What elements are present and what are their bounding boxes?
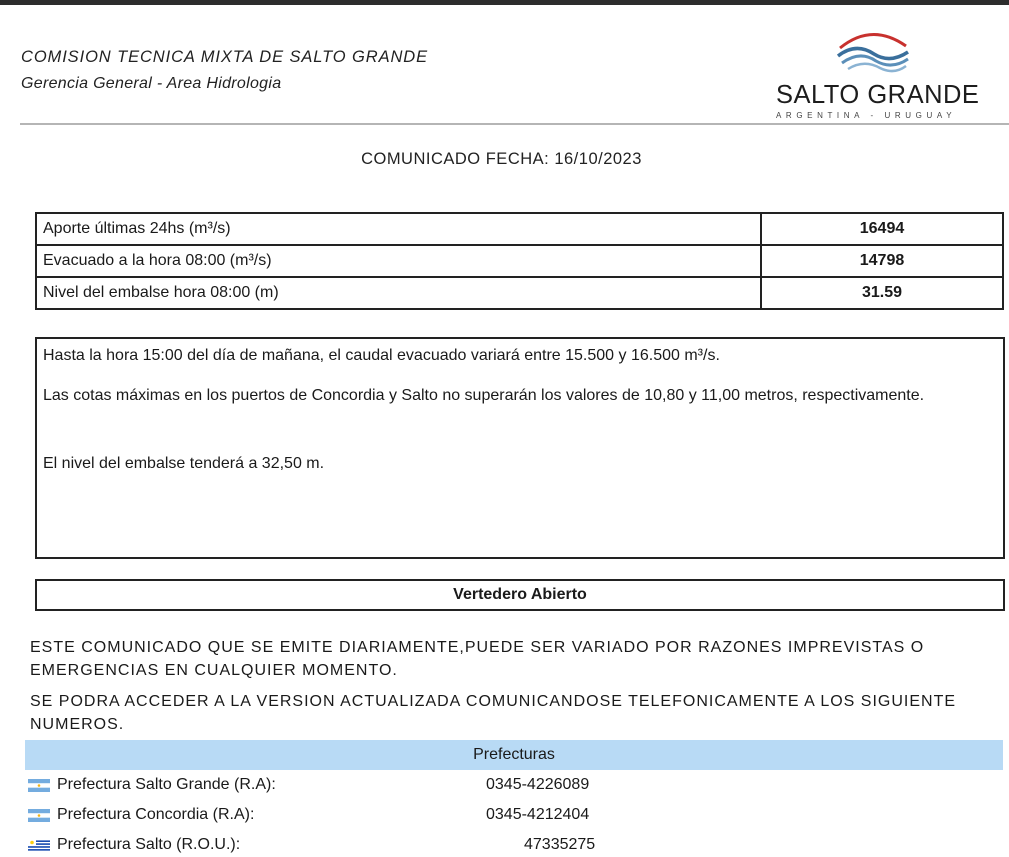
- argentina-flag-icon: [28, 809, 50, 822]
- waves-logo-icon: [834, 28, 914, 78]
- table-row: [36, 245, 1003, 277]
- forecast-box: [35, 337, 1005, 559]
- hydrology-values-table: [35, 212, 1004, 310]
- forecast-flow: Hasta la hora 15:00 del día de mañana, el caudal evacuado variará entre 15.500 y 16.500 m³/s.: [43, 347, 720, 364]
- list-item: [28, 833, 1003, 857]
- row-value: 16494: [761, 213, 1003, 245]
- disclaimer-notice: ESTE COMUNICADO QUE SE EMITE DIARIAMENTE,PUEDE SER VARIADO POR RAZONES IMPREVISTAS O EMERGENCIAS EN CUALQUIER MOMENTO.: [30, 639, 925, 679]
- uruguay-flag-icon: [28, 839, 50, 852]
- logo-subtext: ARGENTINA - URUGUAY: [776, 111, 957, 120]
- spillway-status: Vertedero Abierto: [35, 579, 1005, 611]
- org-department: Gerencia General - Area Hidrologia: [21, 75, 282, 92]
- prefectura-phone[interactable]: 47335275: [524, 836, 596, 853]
- comunicado-date: 16/10/2023: [554, 150, 642, 168]
- argentina-flag-icon: [28, 779, 50, 792]
- prefectura-name: Prefectura Concordia (R.A):: [57, 806, 255, 823]
- table-row: [36, 277, 1003, 309]
- table-row: [36, 213, 1003, 245]
- org-name: COMISION TECNICA MIXTA DE SALTO GRANDE: [21, 48, 429, 66]
- prefecturas-header: Prefecturas: [25, 740, 1003, 770]
- comunicado-label: COMUNICADO FECHA:: [361, 150, 550, 168]
- prefectura-phone[interactable]: 0345-4226089: [486, 776, 590, 793]
- header-divider: [20, 123, 1009, 125]
- row-value: 14798: [761, 245, 1003, 277]
- row-value: 31.59: [761, 277, 1003, 309]
- list-item: [28, 773, 1003, 797]
- top-bar: [0, 0, 1009, 5]
- row-label: Nivel del embalse hora 08:00 (m): [36, 277, 761, 309]
- organization-header: [21, 48, 428, 93]
- prefectura-name: Prefectura Salto (R.O.U.):: [57, 836, 241, 853]
- row-label: Evacuado a la hora 08:00 (m³/s): [36, 245, 761, 277]
- list-item: [28, 803, 1003, 827]
- forecast-reservoir-level: El nivel del embalse tenderá a 32,50 m.: [43, 455, 325, 472]
- prefectura-name: Prefectura Salto Grande (R.A):: [57, 776, 276, 793]
- salto-grande-logo: [772, 28, 987, 123]
- comunicado-date-line: [0, 150, 1003, 169]
- logo-text: SALTO GRANDE: [776, 81, 980, 109]
- row-label: Aporte últimas 24hs (m³/s): [36, 213, 761, 245]
- phone-access-notice: SE PODRA ACCEDER A LA VERSION ACTUALIZADA COMUNICANDOSE TELEFONICAMENTE A LOS SIGUIENTE NUMEROS.: [30, 693, 957, 733]
- prefectura-phone[interactable]: 0345-4212404: [486, 806, 590, 823]
- forecast-port-levels: Las cotas máximas en los puertos de Concordia y Salto no superarán los valores de 10,80 y 11,00 metros, respectivamente.: [43, 387, 925, 404]
